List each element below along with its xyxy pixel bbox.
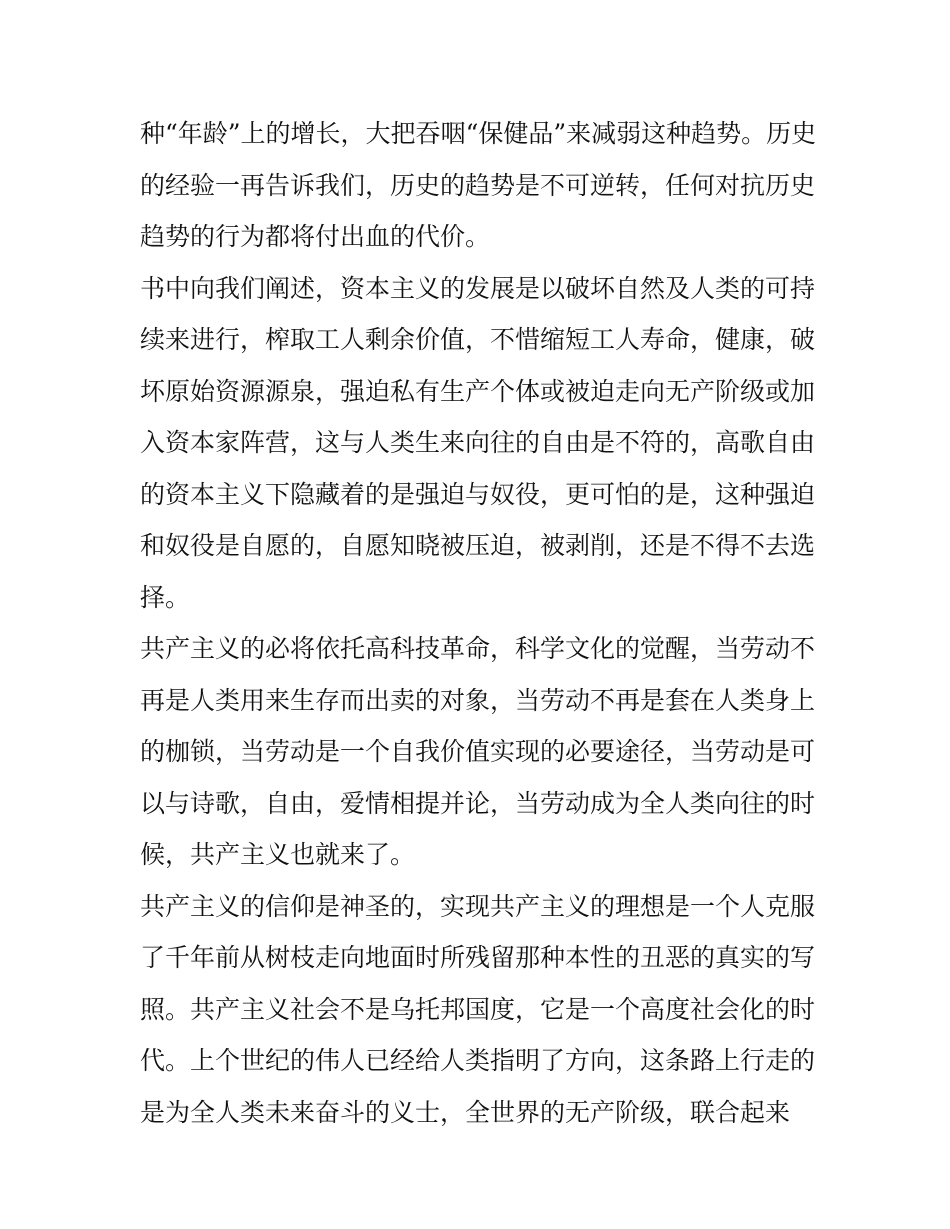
paragraph-3: [140, 623, 816, 881]
text-line: 的经验一再告诉我们，历史的趋势是不可逆转，任何对抗历史: [140, 170, 816, 200]
text-line: 是为全人类未来奋斗的义士，全世界的无产阶级，联合起来: [140, 1097, 791, 1127]
body-text: [140, 108, 817, 1138]
text-line: 再是人类用来生存而出卖的对象，当劳动不再是套在人类身上: [140, 685, 816, 715]
text-line: 代。上个世纪的伟人已经给人类指明了方向，这条路上行走的: [140, 1046, 816, 1075]
text-line: 书中向我们阐述，资本主义的发展是以破坏自然及人类的可持: [140, 273, 816, 303]
text-line: 了千年前从树枝走向地面时所残留那种本性的丑恶的真实的写: [140, 943, 816, 972]
text-line: 共产主义的必将依托高科技革命，科学文化的觉醒，当劳动不: [140, 634, 816, 663]
text-line: 择。: [140, 582, 191, 612]
paragraph-1: [140, 108, 817, 263]
text-line: 的枷锁，当劳动是一个自我价值实现的必要途径，当劳动是可: [140, 737, 816, 766]
text-line: 候，共产主义也就来了。: [140, 840, 416, 869]
text-line: 趋势的行为都将付出血的代价。: [140, 222, 491, 251]
text-line: 坏原始资源源泉，强迫私有生产个体或被迫走向无产阶级或加: [140, 376, 816, 406]
text-line: 入资本家阵营，这与人类生来向往的自由是不符的，高歌自由: [140, 428, 816, 457]
text-line: 种“年龄”上的增长，大把吞咽“保健品”来减弱这种趋势。历史: [140, 119, 817, 148]
text-line: 共产主义的信仰是神圣的，实现共产主义的理想是一个人克服: [140, 891, 816, 921]
paragraph-4: [140, 881, 816, 1139]
paragraph-2: [140, 263, 816, 624]
text-line: 的资本主义下隐藏着的是强迫与奴役，更可怕的是，这种强迫: [140, 479, 816, 509]
text-line: 和奴役是自愿的，自愿知晓被压迫，被剥削，还是不得不去选: [140, 531, 816, 560]
text-line: 照。共产主义社会不是乌托邦国度，它是一个高度社会化的时: [140, 994, 816, 1024]
text-line: 以与诗歌，自由，爱情相提并论，当劳动成为全人类向往的时: [140, 788, 816, 818]
text-line: 续来进行，榨取工人剩余价值，不惜缩短工人寿命，健康，破: [140, 325, 816, 354]
